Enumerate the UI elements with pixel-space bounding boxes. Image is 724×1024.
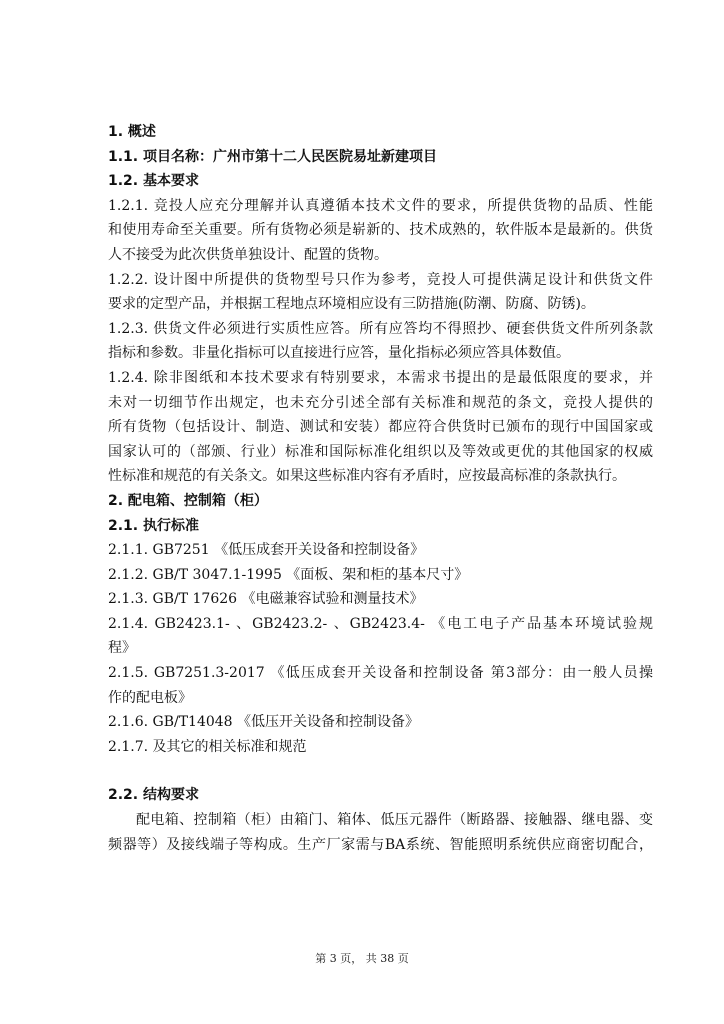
paragraph-line: 1.2.1. 竞投人应充分理解并认真遵循本技术文件的要求，所提供货物的品质、性能 bbox=[108, 197, 653, 214]
standard-item: 2.1.6. GB/T14048 《低压开关设备和控制设备》 bbox=[108, 714, 420, 731]
paragraph-line: 性标准和规范的有关条文。如果这些标准内容有矛盾时，应按最高标准的条款执行。 bbox=[108, 468, 626, 485]
paragraph-line: 人不接受为此次供货单独设计、配置的货物。 bbox=[108, 246, 388, 263]
standard-item-continuation: 程》 bbox=[108, 640, 136, 657]
standard-item: 2.1.2. GB/T 3047.1-1995 《面板、架和柜的基本尺寸》 bbox=[108, 566, 469, 583]
spacer bbox=[108, 759, 653, 783]
paragraph-line: 1.2.2. 设计图中所提供的货物型号只作为参考，竞投人可提供满足设计和供货文件 bbox=[108, 271, 653, 288]
section-heading-structure: 2.2. 结构要求 bbox=[108, 787, 199, 804]
paragraph-line: 要求的定型产品，并根据工程地点环境相应设有三防措施(防潮、防腐、防锈)。 bbox=[108, 296, 595, 313]
standard-item: 2.1.1. GB7251 《低压成套开关设备和控制设备》 bbox=[108, 542, 425, 559]
paragraph-line: 未对一切细节作出规定，也未充分引述全部有关标准和规范的条文，竞投人提供的 bbox=[108, 394, 653, 411]
standard-item: 2.1.4. GB2423.1- 、GB2423.2- 、GB2423.4- 《电工电子产品基本环境试验规 bbox=[108, 615, 653, 632]
standard-item: 2.1.5. GB7251.3-2017 《低压成套开关设备和控制设备 第3部分：由一般人员操 bbox=[108, 665, 653, 682]
paragraph-line: 国家认可的（部颁、行业）标准和国际标准化组织以及等效或更优的其他国家的权威 bbox=[108, 443, 653, 460]
paragraph-line: 配电箱、控制箱（柜）由箱门、箱体、低压元器件（断路器、接触器、继电器、变 bbox=[136, 812, 653, 829]
standard-item-continuation: 作的配电板》 bbox=[108, 689, 192, 706]
paragraph-line: 1.2.3. 供货文件必须进行实质性应答。所有应答均不得照抄、硬套供货文件所列条款 bbox=[108, 320, 653, 337]
document-body bbox=[108, 120, 653, 857]
section-heading-project-name: 1.1. 项目名称：广州市第十二人民医院易址新建项目 bbox=[108, 148, 437, 165]
section-heading-overview: 1. 概述 bbox=[108, 124, 156, 140]
paragraph-line: 和使用寿命至关重要。所有货物必须是崭新的、技术成熟的，软件版本是最新的。供货 bbox=[108, 222, 653, 239]
section-heading-basic-requirements: 1.2. 基本要求 bbox=[108, 173, 199, 190]
paragraph-line: 指标和参数。非量化指标可以直接进行应答，量化指标必须应答具体数值。 bbox=[108, 345, 570, 362]
paragraph-line: 频器等）及接线端子等构成。生产厂家需与BA系统、智能照明系统供应商密切配合， bbox=[108, 836, 653, 853]
standard-item: 2.1.3. GB/T 17626 《电磁兼容试验和测量技术》 bbox=[108, 591, 424, 608]
section-heading-standards: 2.1. 执行标准 bbox=[108, 517, 199, 534]
section-heading-distribution-box: 2. 配电箱、控制箱（柜） bbox=[108, 492, 268, 509]
page-footer: 第 3 页， 共 38 页 bbox=[315, 952, 409, 965]
standard-item: 2.1.7. 及其它的相关标准和规范 bbox=[108, 738, 307, 755]
paragraph-line: 1.2.4. 除非图纸和本技术要求有特别要求，本需求书提出的是最低限度的要求，并 bbox=[108, 369, 653, 386]
paragraph-line: 所有货物（包括设计、制造、测试和安装）都应符合供货时已颁布的现行中国国家或 bbox=[108, 419, 653, 436]
